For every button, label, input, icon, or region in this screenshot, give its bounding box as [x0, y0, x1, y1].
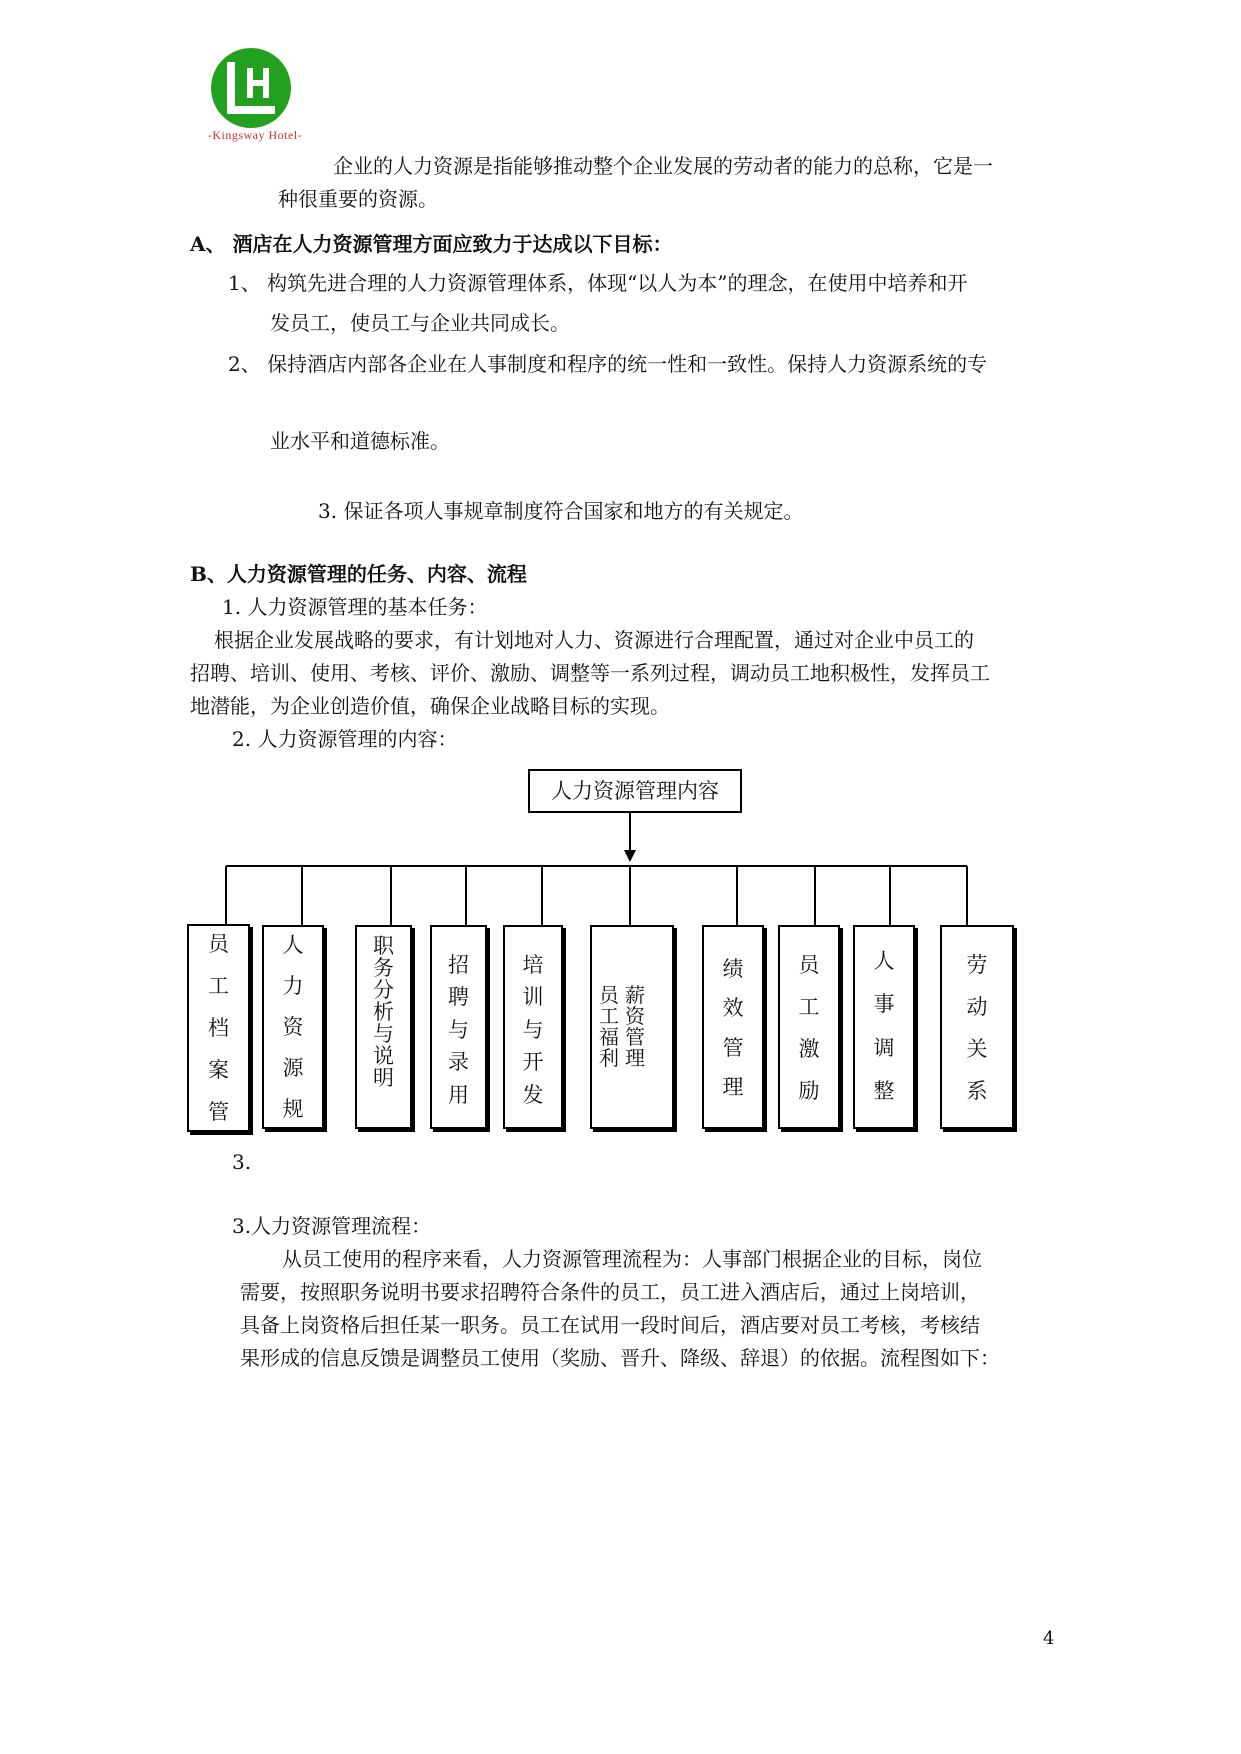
org-box-hr-planning: 人 力 资 源 规	[262, 925, 324, 1129]
section-a-item-3: 3. 保证各项人事规章制度符合国家和地方的有关规定。	[318, 499, 804, 523]
org-box-training: 培 训 与 开 发	[503, 925, 563, 1129]
flow-para-line-2: 需要，按照职务说明书要求招聘符合条件的员工，员工进入酒店后，通过上岗培训，	[240, 1280, 980, 1304]
flow-para-line-3: 具备上岗资格后担任某一职务。员工在试用一段时间后，酒店要对员工考核，考核结	[240, 1313, 980, 1337]
intro-line-2: 种很重要的资源。	[278, 187, 438, 211]
section-a-item-1-line-1: 1、 构筑先进合理的人力资源管理体系，体现“以人为本”的理念，在使用中培养和开	[228, 271, 968, 295]
section-b-sub-1: 1. 人力资源管理的基本任务：	[222, 595, 488, 619]
flow-para-line-4: 果形成的信息反馈是调整员工使用（奖励、晋升、降级、辞退）的依据。流程图如下：	[240, 1346, 1000, 1370]
org-box-personnel-adjustment: 人 事 调 整	[853, 925, 915, 1129]
intro-line-1: 企业的人力资源是指能够推动整个企业发展的劳动者的能力的总称，它是一	[333, 154, 993, 178]
section-b-para-line-3: 地潜能，为企业创造价值，确保企业战略目标的实现。	[190, 694, 670, 718]
section-b-para-line-2: 招聘、培训、使用、考核、评价、激励、调整等一系列过程，调动员工地积极性，发挥员工	[190, 661, 990, 685]
flow-para-line-1: 从员工使用的程序来看，人力资源管理流程为：人事部门根据企业的目标，岗位	[282, 1247, 982, 1271]
section-b-heading: B、人力资源管理的任务、内容、流程	[190, 562, 527, 586]
page-number: 4	[1043, 1628, 1055, 1649]
section-b-sub-3: 3.人力资源管理流程：	[232, 1214, 432, 1238]
section-b-sub-2: 2. 人力资源管理的内容：	[232, 727, 458, 751]
section-a-heading: A、 酒店在人力资源管理方面应致力于达成以下目标：	[190, 232, 673, 256]
section-a-item-2-line-1: 2、 保持酒店内部各企业在人事制度和程序的统一性和一致性。保持人力资源系统的专	[228, 352, 988, 376]
org-box-performance: 绩 效 管 理	[702, 925, 764, 1129]
org-box-recruitment: 招 聘 与 录 用	[430, 925, 487, 1129]
stray-number: 3.	[232, 1150, 252, 1174]
org-box-employee-files: 员 工 档 案 管	[187, 924, 250, 1132]
org-chart-root-box: 人力资源管理内容	[528, 769, 742, 813]
logo-text: -Kingsway Hotel-	[207, 128, 303, 142]
org-box-motivation: 员 工 激 励	[778, 925, 840, 1129]
arrow-down-icon	[624, 850, 636, 862]
section-a-item-2-line-2: 业水平和道德标准。	[270, 429, 450, 453]
org-box-job-analysis: 职 务 分 析 与 说 明	[355, 925, 412, 1129]
org-box-compensation: 薪 资 管 理 员 工 福 利	[590, 925, 674, 1129]
section-a-item-1-line-2: 发员工，使员工与企业共同成长。	[270, 311, 570, 335]
org-box-labor-relations: 劳 动 关 系	[940, 925, 1014, 1129]
section-b-para-line-1: 根据企业发展战略的要求，有计划地对人力、资源进行合理配置，通过对企业中员工的	[214, 628, 974, 652]
